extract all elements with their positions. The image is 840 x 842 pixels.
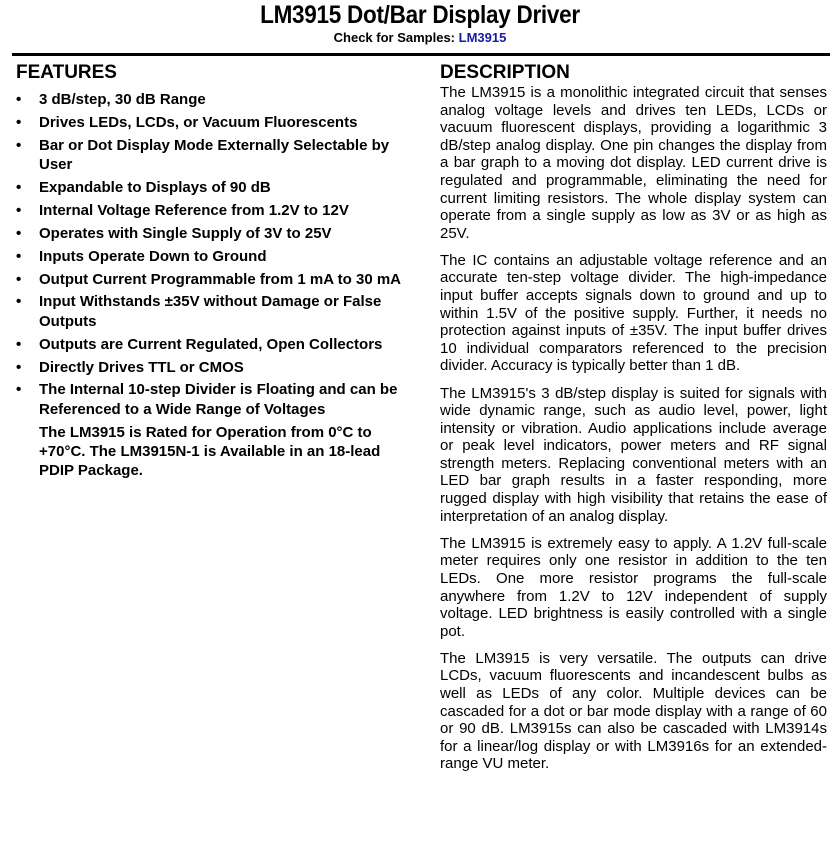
feature-text: Expandable to Displays of 90 dB (39, 178, 271, 196)
feature-text: Output Current Programmable from 1 mA to 30 mA (39, 270, 401, 288)
features-list (16, 90, 406, 419)
description-paragraph: The LM3915 is extremely easy to apply. A 1.2V full-scale meter requires only one resistor in addition to the ten LEDs. One more resistor programs the full-scale anywhere from 1.2V to 12V independent of supply voltage. LED brightness is easily controlled with a single pot. (440, 534, 827, 640)
feature-item (16, 113, 406, 132)
feature-item (16, 292, 406, 331)
feature-item (16, 270, 406, 289)
samples-line (0, 30, 840, 46)
bullet-icon: • (16, 178, 22, 196)
description-heading: DESCRIPTION (440, 62, 570, 83)
bullet-icon: • (16, 381, 22, 399)
features-section (16, 62, 406, 480)
feature-item (16, 380, 406, 419)
feature-text: Directly Drives TTL or CMOS (39, 358, 244, 376)
feature-text: Input Withstands ±35V without Damage or False Outputs (39, 293, 382, 330)
feature-text: Operates with Single Supply of 3V to 25V (39, 224, 332, 242)
bullet-icon: • (16, 224, 22, 242)
bullet-icon: • (16, 201, 22, 219)
description-paragraph: The LM3915 is very versatile. The outputs can drive LCDs, vacuum fluorescents and incandescent bulbs as well as LEDs of any color. Multiple devices can be cascaded for a dot or bar mode display with a range of 60 or 90 dB. LM3915s can also be cascaded with LM3914s for a linear/log display or with LM3916s for an extended-range VU meter. (440, 649, 827, 773)
feature-text: 3 dB/step, 30 dB Range (39, 91, 206, 108)
samples-label: Check for Samples: (333, 30, 456, 45)
feature-item (16, 247, 406, 266)
samples-link[interactable]: LM3915 (458, 30, 507, 45)
bullet-icon: • (16, 113, 22, 131)
feature-text: Inputs Operate Down to Ground (39, 247, 267, 265)
feature-item (16, 335, 406, 354)
bullet-icon: • (16, 91, 22, 108)
bullet-icon: • (16, 293, 22, 311)
bullet-icon: • (16, 335, 22, 353)
feature-item (16, 201, 406, 220)
features-heading: FEATURES (16, 62, 117, 83)
feature-text: Drives LEDs, LCDs, or Vacuum Fluorescents (39, 113, 358, 131)
feature-item (16, 224, 406, 243)
feature-text: The Internal 10-step Divider is Floating and can be Referenced to a Wide Range of Voltages (39, 381, 398, 418)
description-paragraph: The LM3915's 3 dB/step display is suited for signals with wide dynamic range, such as audio level, power, light intensity or vibration. Audio applications include average or peak level indicators, power meters and RF signal strength meters. Replacing conventional meters with an LED bar graph results in a faster responding, more rugged display with high visibility that retains the ease of interpretation of an analog display. (440, 384, 827, 525)
feature-text: Outputs are Current Regulated, Open Collectors (39, 335, 383, 353)
bullet-icon: • (16, 358, 22, 376)
header-divider (12, 53, 830, 56)
feature-item (16, 90, 406, 109)
feature-text: Bar or Dot Display Mode Externally Selectable by User (39, 136, 390, 174)
description-paragraph: The LM3915 is a monolithic integrated circuit that senses analog voltage levels and drives ten LEDs, LCDs or vacuum fluorescent displays, providing a logarithmic 3 dB/step analog display. One pin changes the display from a bar graph to a moving dot display. LED current drive is regulated and programmable, eliminating the need for current limiting resistors. The whole display system can operate from a single supply as low as 3V or as high as 25V. (440, 84, 827, 242)
feature-item (16, 178, 406, 197)
rated-note: The LM3915 is Rated for Operation from 0°C to +70°C. The LM3915N-1 is Available in an 18-lead PDIP Package. (39, 423, 381, 480)
feature-item (16, 136, 406, 175)
bullet-icon: • (16, 136, 22, 154)
bullet-icon: • (16, 247, 22, 265)
feature-text: Internal Voltage Reference from 1.2V to 12V (39, 201, 349, 219)
bullet-icon: • (16, 270, 22, 288)
document-title: LM3915 Dot/Bar Display Driver (260, 1, 580, 29)
description-section (440, 62, 827, 782)
feature-item (16, 358, 406, 377)
description-paragraph: The IC contains an adjustable voltage reference and an accurate ten-step voltage divider. The high-impedance input buffer accepts signals down to ground and up to within 1.5V of the positive supply. Further, it needs no protection against inputs of ±35V. The input buffer drives 10 individual comparators referenced to the precision divider. Accuracy is typically better than 1 dB. (440, 251, 827, 375)
